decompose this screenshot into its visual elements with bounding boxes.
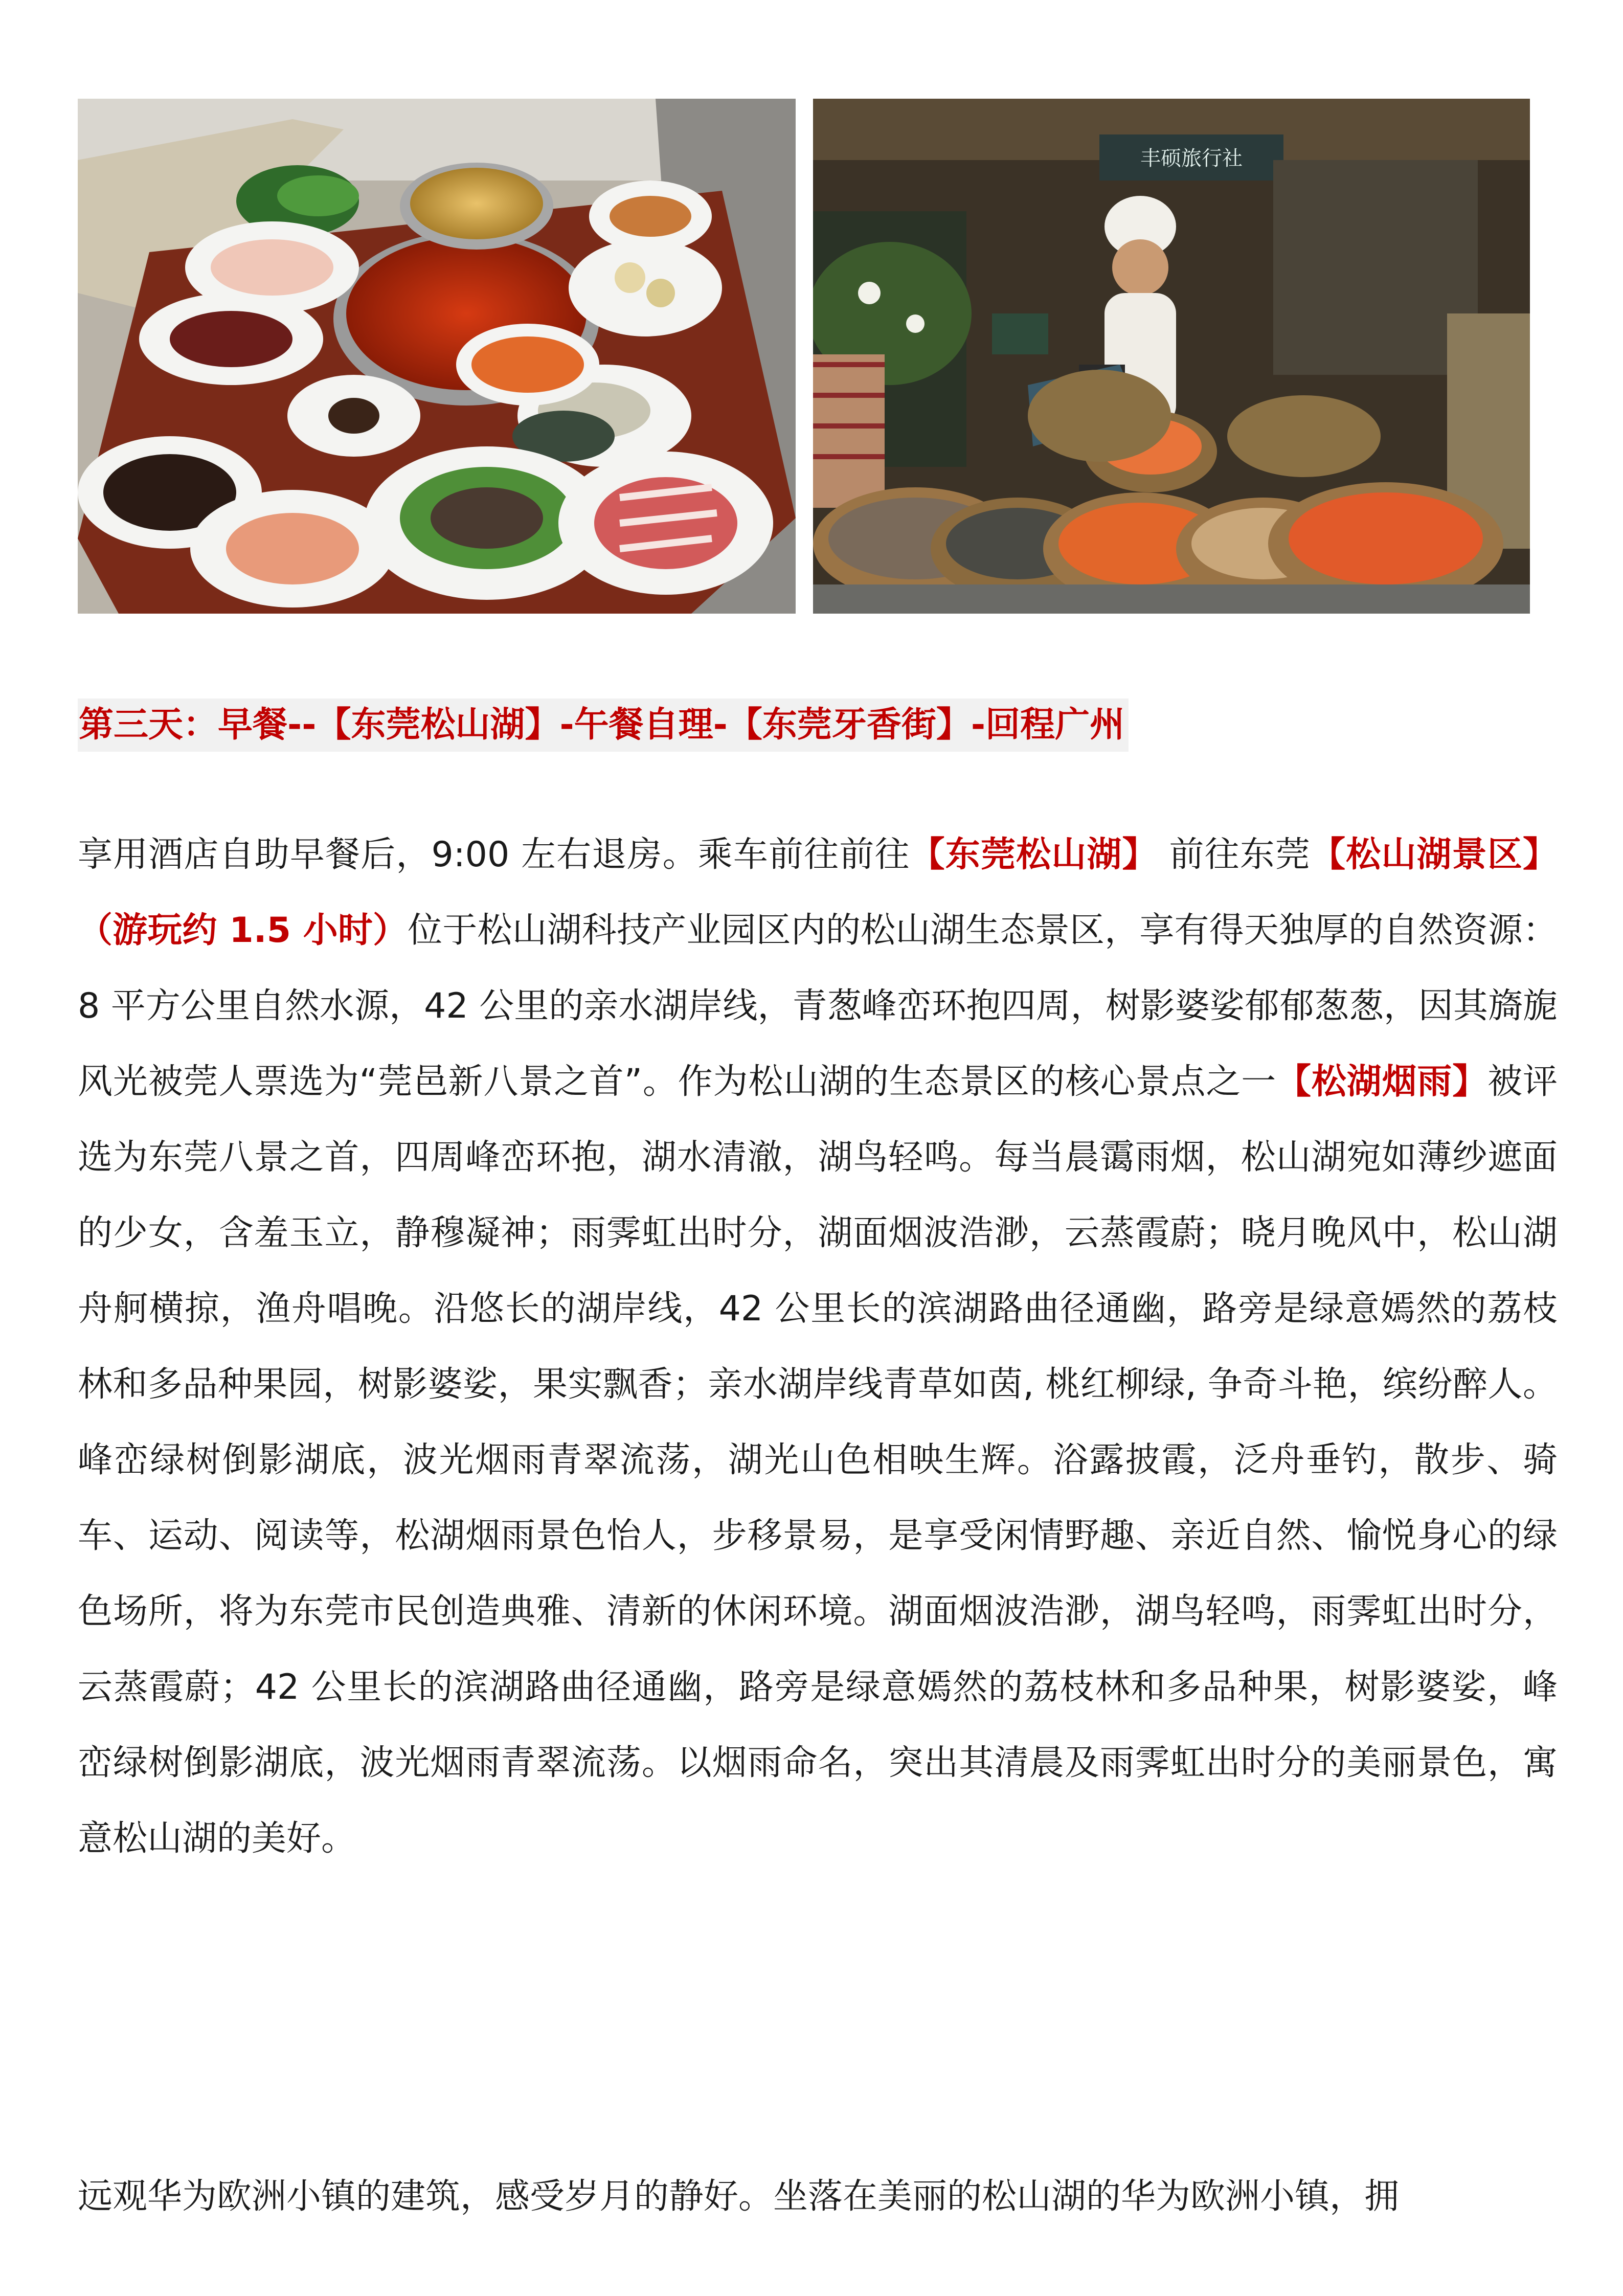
seafood-buffet-photo bbox=[813, 99, 1530, 614]
huawei-europe-town-paragraph bbox=[78, 2159, 1558, 2235]
restaurant-sign-text: 丰硕旅行社 bbox=[1140, 147, 1243, 170]
highlight-songshan-lake-scenic-area: 【松山湖景区】（游玩约 1.5 小时） bbox=[78, 835, 1558, 951]
hotpot-seafood-dinner-photo-icon bbox=[78, 99, 796, 614]
paragraph-text: 前往东莞 bbox=[1157, 835, 1311, 875]
day3-heading: 第三天：早餐--【东莞松山湖】-午餐自理-【东莞牙香街】-回程广州 bbox=[78, 699, 1129, 752]
paragraph-text: 享用酒店自助早餐后，9:00 左右退房。乘车前往前往 bbox=[78, 835, 910, 875]
paragraph-text: 远观华为欧洲小镇的建筑，感受岁月的静好。坐落在美丽的松山湖的华为欧洲小镇，拥 bbox=[78, 2176, 1400, 2217]
hotpot-dinner-photo bbox=[78, 99, 796, 614]
paragraph-text: 被评选为东莞八景之首，四周峰峦环抱，湖水清澈，湖鸟轻鸣。每当晨霭雨烟，松山湖宛如薄纱遮面的少女，含羞玉立，静穆凝神；雨霁虹出时分，湖面烟波浩渺，云蒸霞蔚；晓月晚风中，松山湖舟舸横掠，渔舟唱晚。沿悠长的湖岸线，42 公里长的滨湖路曲径通幽，路旁是绿意嫣然的荔枝林和多品种果园，树影婆娑，果实飘香；亲水湖岸线青草如茵, 桃红柳绿, 争奇斗艳，缤纷醉人。峰峦绿树倒影湖底，波光烟雨青翠流荡，湖光山色相映生辉。浴露披霞，泛舟垂钓，散步、骑车、运动、阅读等，松湖烟雨景色怡人，步移景易，是享受闲情野趣、亲近自然、愉悦身心的绿色场所，将为东莞市民创造典雅、清新的休闲环境。湖面烟波浩渺，湖鸟轻鸣，雨霁虹出时分，云蒸霞蔚；42 公里长的滨湖路曲径通幽，路旁是绿意嫣然的荔枝林和多品种果，树影婆娑，峰峦绿树倒影湖底，波光烟雨青翠流荡。以烟雨命名，突出其清晨及雨霁虹出时分的美丽景色，寓意松山湖的美好。 bbox=[78, 1062, 1558, 1859]
paragraph-text: 位于松山湖科技产业园区内的松山湖生态景区，享有得天独厚的自然资源：8 平方公里自然水源，42 公里的亲水湖岸线，青葱峰峦环抱四周，树影婆娑郁郁葱葱，因其旖旎风光被莞人票选为“莞邑新八景之首”。作为松山湖的生态景区的核心景点之一 bbox=[78, 910, 1558, 1102]
day3-description-paragraph bbox=[78, 817, 1558, 1877]
seafood-buffet-display-photo-icon bbox=[813, 99, 1530, 614]
highlight-songhu-yanyu: 【松湖烟雨】 bbox=[1276, 1062, 1488, 1102]
highlight-dongguan-songshan-lake: 【东莞松山湖】 bbox=[910, 835, 1158, 875]
